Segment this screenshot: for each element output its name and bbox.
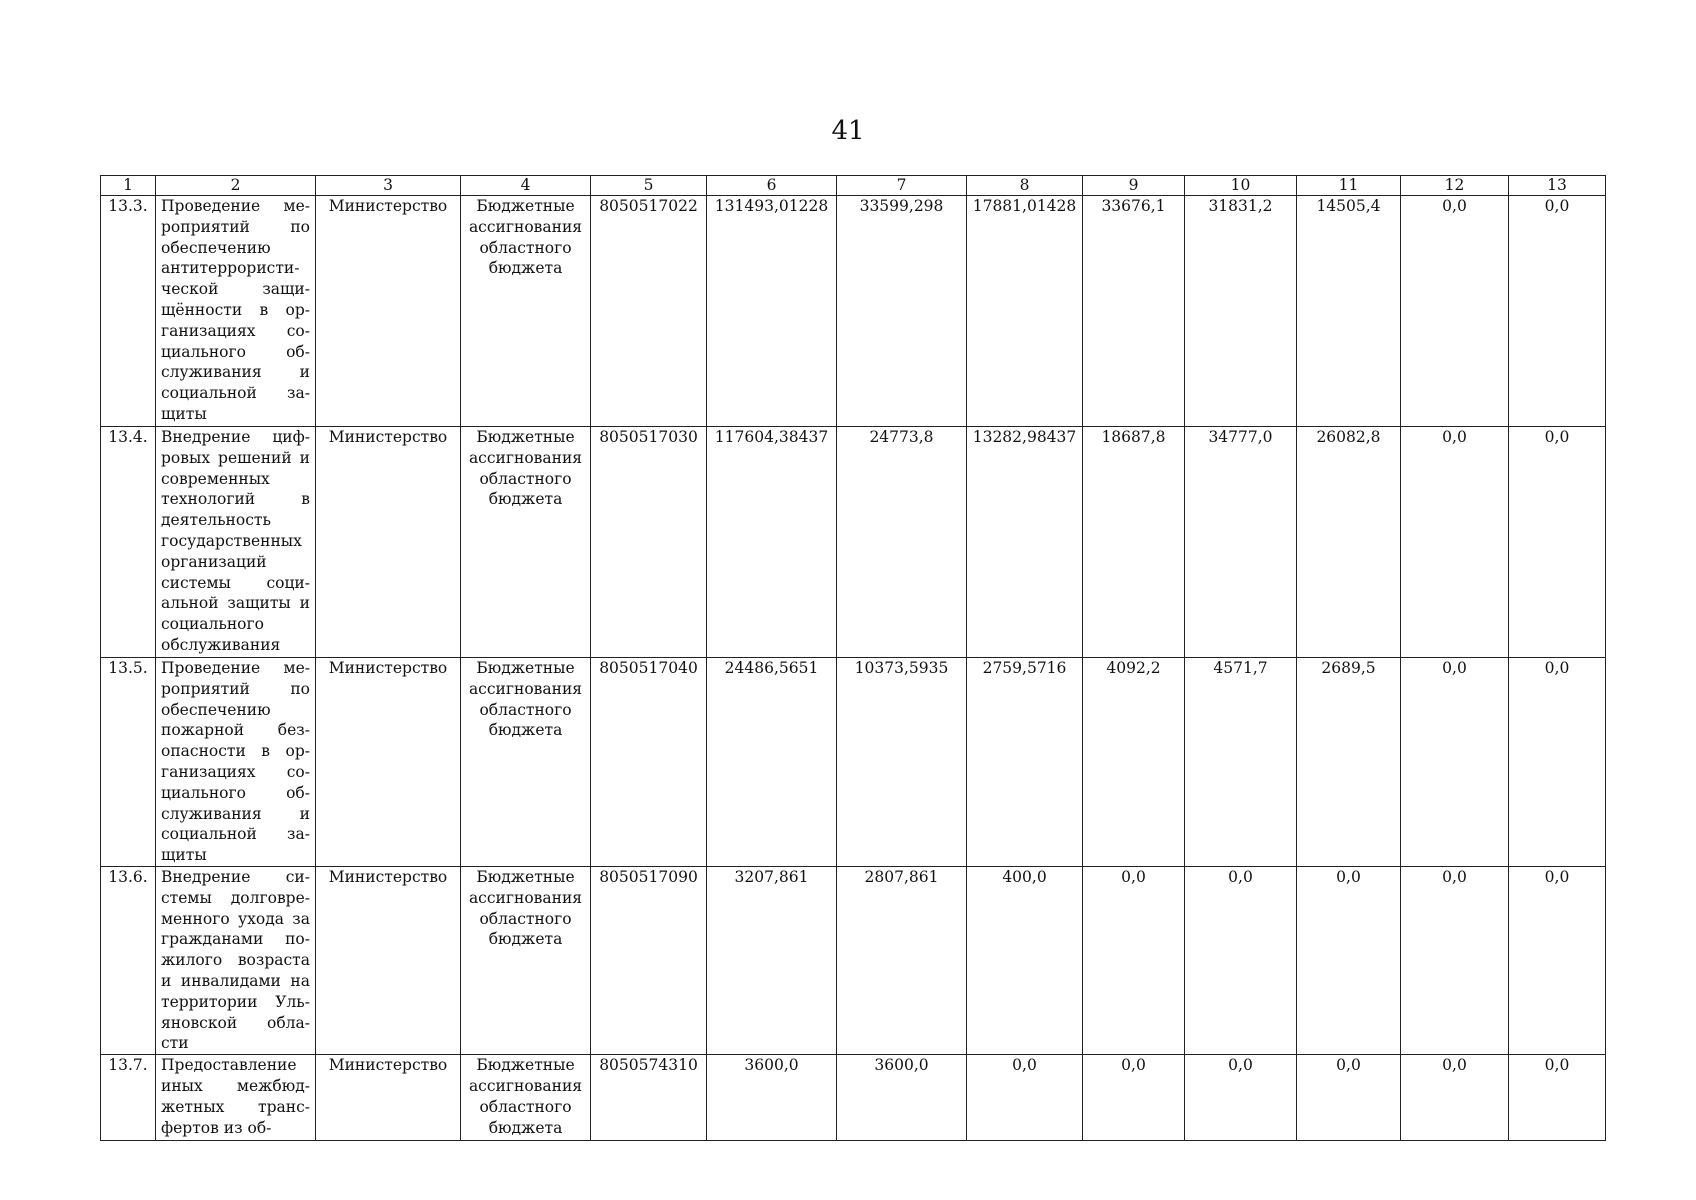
measure-name-line: щённости в ор- <box>161 300 310 319</box>
amount-cell: 0,0 <box>967 1055 1083 1141</box>
measure-name-line: деятельность <box>161 511 271 530</box>
executor: Министерство <box>316 196 461 427</box>
measure-name-line: сти <box>161 1034 189 1053</box>
amount-cell: 2807,861 <box>837 867 967 1055</box>
column-header: 11 <box>1297 176 1401 196</box>
measure-name-line: Предоставление <box>161 1056 297 1075</box>
amount-cell: 14505,4 <box>1297 196 1401 427</box>
column-header: 6 <box>707 176 837 196</box>
measure-name-line: Внедрение циф- <box>161 428 310 446</box>
measure-name-line: современных <box>161 469 270 488</box>
budget-table <box>100 175 1606 1141</box>
column-header: 8 <box>967 176 1083 196</box>
funding-source: Бюджетные ассигнования областного бюджета <box>461 867 591 1055</box>
budget-code: 8050517040 <box>591 658 707 867</box>
page-number: 41 <box>831 116 865 146</box>
budget-code: 8050517022 <box>591 196 707 427</box>
amount-cell: 0,0 <box>1401 658 1509 867</box>
budget-code: 8050574310 <box>591 1055 707 1141</box>
amount-cell: 0,0 <box>1083 1055 1185 1141</box>
column-header: 2 <box>156 176 316 196</box>
header-row <box>101 176 1606 196</box>
executor: Министерство <box>316 658 461 867</box>
measure-name-line: яновской обла- <box>161 1013 310 1032</box>
measure-name-line: ровых решений и <box>161 448 310 467</box>
measure-name-line: служивания и <box>161 363 310 382</box>
measure-name-line: территории Уль- <box>161 992 310 1011</box>
amount-cell: 33676,1 <box>1083 196 1185 427</box>
row-number: 13.7. <box>101 1055 156 1141</box>
amount-cell: 0,0 <box>1185 867 1297 1055</box>
measure-name-line: обслуживания <box>161 635 281 654</box>
measure-name-line: пожарной без- <box>161 721 310 740</box>
measure-name-line: альной защиты и <box>161 594 310 613</box>
amount-cell: 3207,861 <box>707 867 837 1055</box>
measure-name-line: социальной за- <box>161 825 310 844</box>
funding-source: Бюджетные ассигнования областного бюджета <box>461 427 591 658</box>
measure-name-line: антитеррористи- <box>161 259 300 278</box>
amount-cell: 131493,01228 <box>707 196 837 427</box>
amount-cell: 0,0 <box>1509 867 1606 1055</box>
budget-code: 8050517090 <box>591 867 707 1055</box>
column-header: 12 <box>1401 176 1509 196</box>
table-row <box>101 658 1606 867</box>
measure-name-line: иных межбюд- <box>161 1076 310 1095</box>
amount-cell: 0,0 <box>1509 658 1606 867</box>
amount-cell: 0,0 <box>1509 427 1606 658</box>
amount-cell: 24486,5651 <box>707 658 837 867</box>
budget-code: 8050517030 <box>591 427 707 658</box>
amount-cell: 0,0 <box>1185 1055 1297 1141</box>
amount-cell: 0,0 <box>1401 1055 1509 1141</box>
amount-cell: 0,0 <box>1297 1055 1401 1141</box>
measure-name-line: опасности в ор- <box>161 742 310 761</box>
column-header: 1 <box>101 176 156 196</box>
executor: Министерство <box>316 1055 461 1141</box>
column-header: 4 <box>461 176 591 196</box>
amount-cell: 0,0 <box>1509 196 1606 427</box>
amount-cell: 0,0 <box>1401 867 1509 1055</box>
measure-name-line: циального об- <box>161 342 310 361</box>
table-row <box>101 196 1606 427</box>
amount-cell: 4571,7 <box>1185 658 1297 867</box>
measure-name-line: системы соци- <box>161 573 310 592</box>
measure-name-line: ганизациях со- <box>161 321 310 340</box>
funding-source: Бюджетные ассигнования областного бюджета <box>461 658 591 867</box>
amount-cell: 3600,0 <box>837 1055 967 1141</box>
amount-cell: 4092,2 <box>1083 658 1185 867</box>
measure-name-line: гражданами по- <box>161 930 310 949</box>
amount-cell: 0,0 <box>1083 867 1185 1055</box>
measure-name-line: организаций <box>161 552 267 571</box>
column-header: 7 <box>837 176 967 196</box>
executor: Министерство <box>316 427 461 658</box>
measure-name-line: государственных <box>161 531 302 550</box>
measure-name-line: щиты <box>161 404 207 423</box>
measure-name-line: и инвалидами на <box>161 971 310 990</box>
measure-name-line: обеспечению <box>161 238 271 257</box>
amount-cell: 117604,38437 <box>707 427 837 658</box>
measure-name-line: ганизациях со- <box>161 762 310 781</box>
measure-name-line: роприятий по <box>161 217 310 236</box>
measure-name-line: роприятий по <box>161 679 310 698</box>
amount-cell: 24773,8 <box>837 427 967 658</box>
column-header: 13 <box>1509 176 1606 196</box>
measure-name <box>156 658 316 867</box>
measure-name <box>156 196 316 427</box>
table-body <box>101 196 1606 1141</box>
measure-name <box>156 427 316 658</box>
amount-cell: 3600,0 <box>707 1055 837 1141</box>
column-header: 10 <box>1185 176 1297 196</box>
amount-cell: 2759,5716 <box>967 658 1083 867</box>
executor: Министерство <box>316 867 461 1055</box>
amount-cell: 0,0 <box>1401 427 1509 658</box>
measure-name-line: менного ухода за <box>161 909 310 928</box>
amount-cell: 17881,01428 <box>967 196 1083 427</box>
measure-name-line: жетных транс- <box>161 1097 310 1116</box>
measure-name-line: щиты <box>161 846 207 865</box>
measure-name-line: Внедрение си- <box>161 868 310 886</box>
amount-cell: 18687,8 <box>1083 427 1185 658</box>
measure-name-line: социального <box>161 615 264 634</box>
amount-cell: 33599,298 <box>837 196 967 427</box>
measure-name <box>156 1055 316 1141</box>
measure-name-line: ческой защи- <box>161 280 310 299</box>
row-number: 13.6. <box>101 867 156 1055</box>
amount-cell: 0,0 <box>1401 196 1509 427</box>
row-number: 13.5. <box>101 658 156 867</box>
column-header: 9 <box>1083 176 1185 196</box>
amount-cell: 10373,5935 <box>837 658 967 867</box>
amount-cell: 26082,8 <box>1297 427 1401 658</box>
row-number: 13.3. <box>101 196 156 427</box>
amount-cell: 13282,98437 <box>967 427 1083 658</box>
measure-name-line: Проведение ме- <box>161 197 310 215</box>
amount-cell: 0,0 <box>1509 1055 1606 1141</box>
measure-name-line: обеспечению <box>161 700 271 719</box>
measure-name-line: Проведение ме- <box>161 659 310 677</box>
measure-name-line: служивания и <box>161 804 310 823</box>
amount-cell: 2689,5 <box>1297 658 1401 867</box>
measure-name-line: стемы долговре- <box>161 888 310 907</box>
amount-cell: 34777,0 <box>1185 427 1297 658</box>
amount-cell: 400,0 <box>967 867 1083 1055</box>
funding-source: Бюджетные ассигнования областного бюджета <box>461 196 591 427</box>
row-number: 13.4. <box>101 427 156 658</box>
column-header: 3 <box>316 176 461 196</box>
amount-cell: 31831,2 <box>1185 196 1297 427</box>
measure-name-line: технологий в <box>161 490 310 509</box>
table-row <box>101 1055 1606 1141</box>
column-header: 5 <box>591 176 707 196</box>
table-row <box>101 867 1606 1055</box>
measure-name-line: циального об- <box>161 783 310 802</box>
table-row <box>101 427 1606 658</box>
measure-name-line: фертов из об- <box>161 1118 272 1137</box>
measure-name-line: социальной за- <box>161 384 310 403</box>
amount-cell: 0,0 <box>1297 867 1401 1055</box>
measure-name <box>156 867 316 1055</box>
measure-name-line: жилого возраста <box>161 951 310 970</box>
funding-source: Бюджетные ассигнования областного бюджета <box>461 1055 591 1141</box>
